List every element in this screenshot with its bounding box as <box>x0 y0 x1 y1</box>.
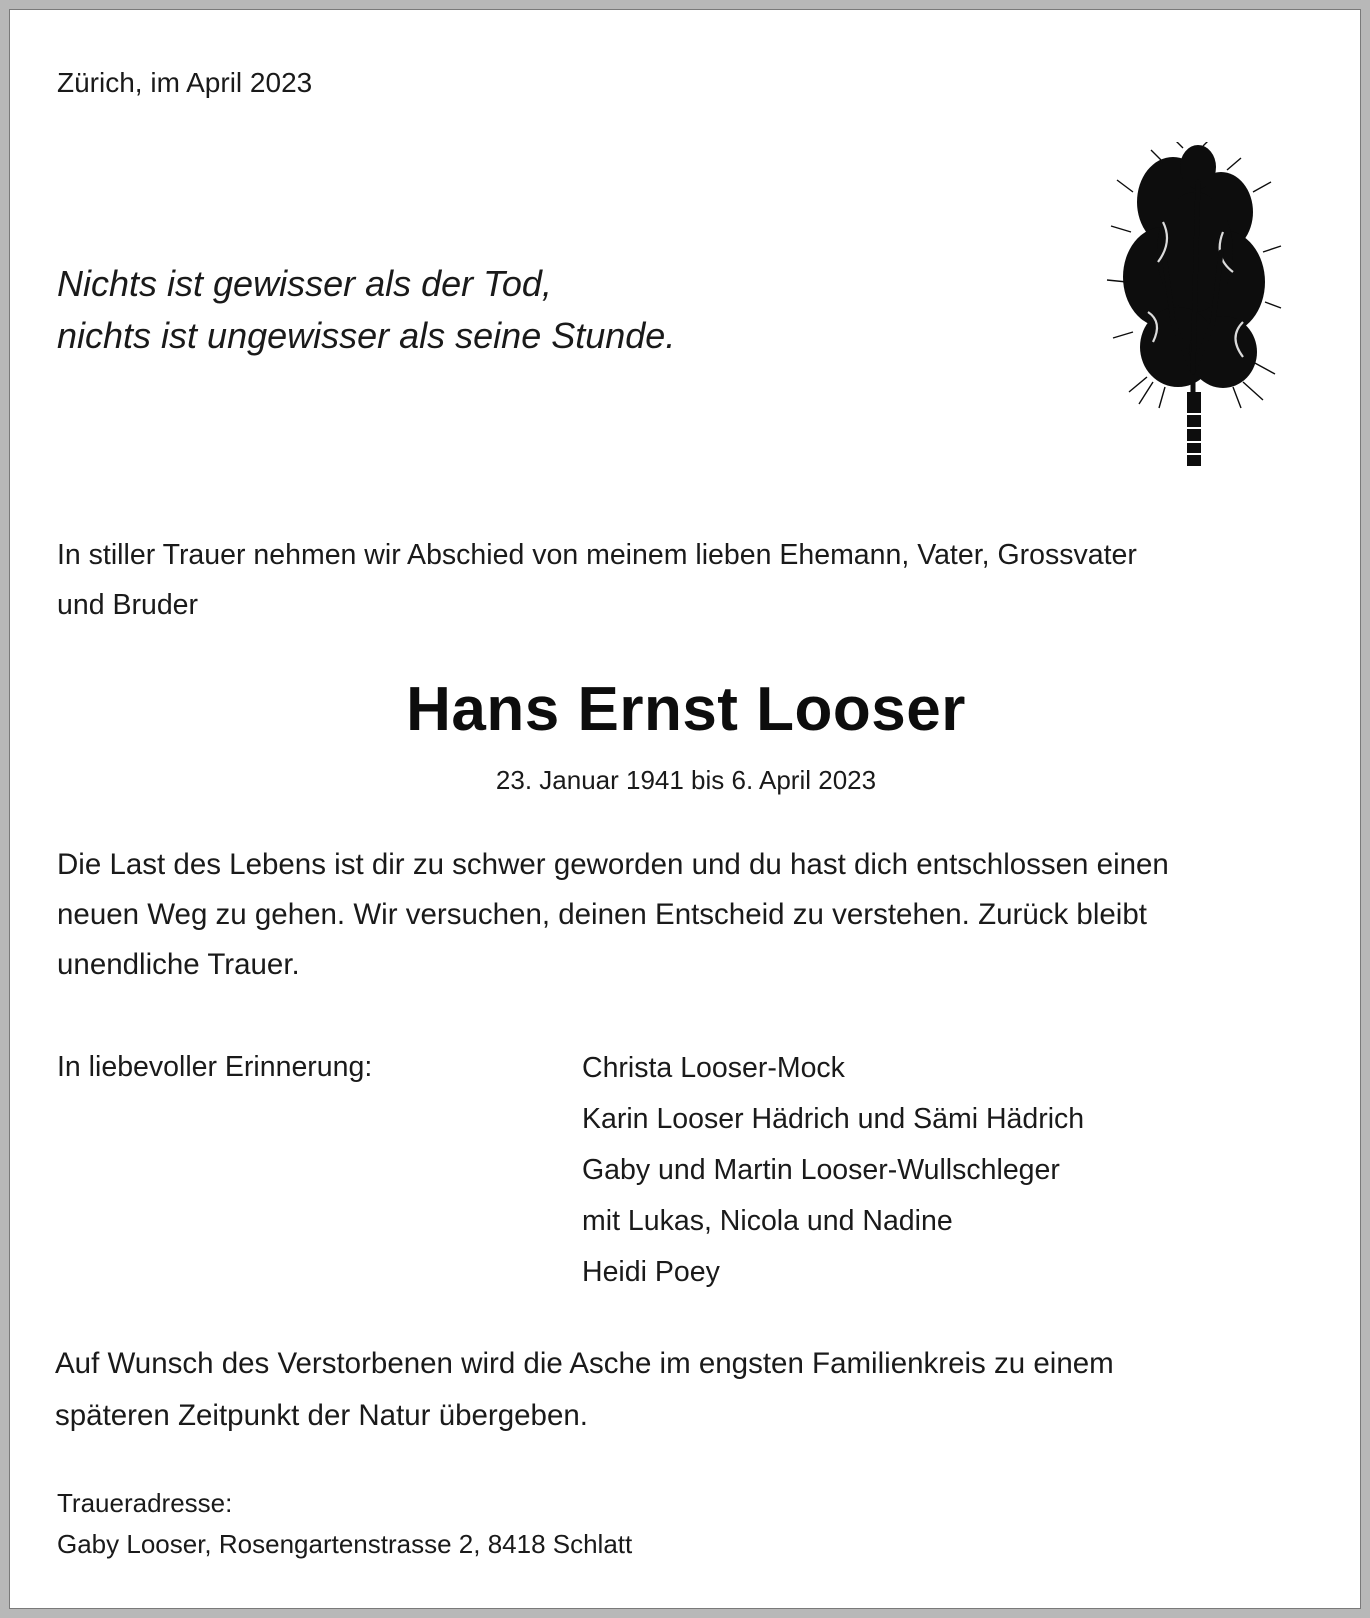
intro-line-2: und Bruder <box>57 589 199 621</box>
message-line-1: Die Last des Lebens ist dir zu schwer geworden und du hast dich entschlossen einen <box>57 848 1169 881</box>
message-text <box>57 840 1169 990</box>
address-label: Traueradresse: <box>57 1488 233 1518</box>
list-item: Karin Looser Hädrich und Sämi Hädrich <box>582 1103 1085 1135</box>
closing-line-1: Auf Wunsch des Verstorbenen wird die Asche im engsten Familienkreis zu einem <box>55 1347 1114 1380</box>
motto-line-1: Nichts ist gewisser als der Tod, <box>57 263 552 304</box>
list-item: Heidi Poey <box>582 1256 720 1288</box>
obituary-page <box>9 9 1361 1609</box>
motto-quote <box>57 258 675 362</box>
memory-label: In liebevoller Erinnerung: <box>57 1051 373 1083</box>
place-date: Zürich, im April 2023 <box>57 67 313 98</box>
motto-line-2: nichts ist ungewisser als seine Stunde. <box>57 315 676 356</box>
closing-line-2: späteren Zeitpunkt der Natur übergeben. <box>55 1399 588 1432</box>
intro-text <box>57 530 1137 630</box>
message-line-3: unendliche Trauer. <box>57 948 300 981</box>
closing-text <box>55 1338 1114 1442</box>
tree-icon <box>1103 142 1283 472</box>
message-line-2: neuen Weg zu gehen. Wir versuchen, deinen Entscheid zu verstehen. Zurück bleibt <box>57 898 1147 931</box>
address-value: Gaby Looser, Rosengartenstrasse 2, 8418 Schlatt <box>57 1529 633 1559</box>
list-item: mit Lukas, Nicola und Nadine <box>582 1205 953 1237</box>
list-item: Gaby und Martin Looser-Wullschleger <box>582 1154 1060 1186</box>
life-dates: 23. Januar 1941 bis 6. April 2023 <box>495 765 877 795</box>
mourners-list <box>582 1043 1084 1298</box>
deceased-name: Hans Ernst Looser <box>406 675 966 744</box>
list-item: Christa Looser-Mock <box>582 1052 845 1084</box>
intro-line-1: In stiller Trauer nehmen wir Abschied von meinem lieben Ehemann, Vater, Grossvater <box>57 539 1137 571</box>
